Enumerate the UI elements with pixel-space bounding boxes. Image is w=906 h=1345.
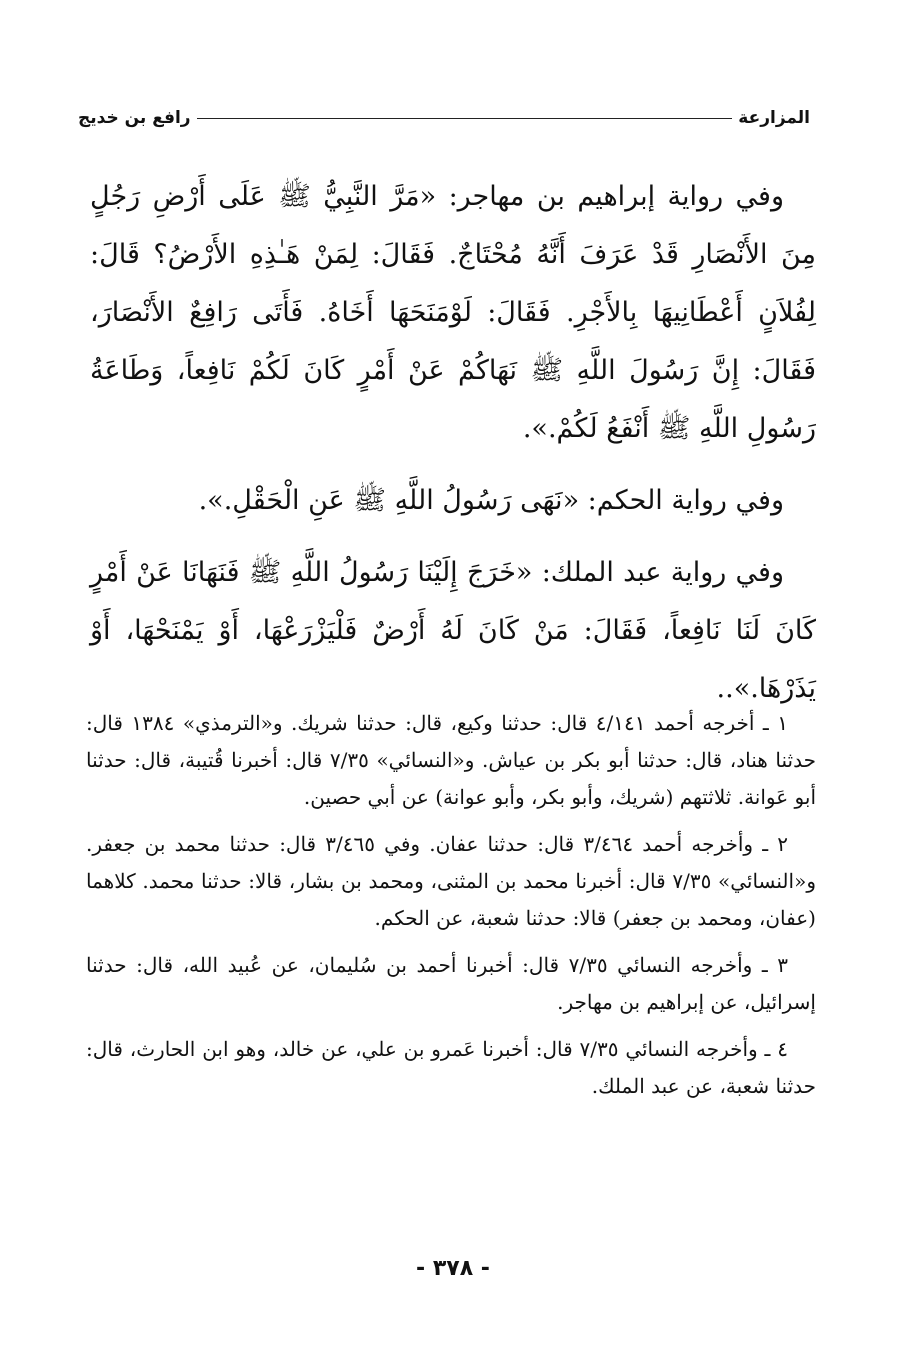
- footnotes: [86, 705, 816, 1115]
- running-header-chapter: المزارعة: [738, 108, 810, 128]
- footnote-4: ٤ ـ وأخرجه النسائي ٧/٣٥ قال: أخبرنا عَمرو بن علي، عن خالد، وهو ابن الحارث، قال: حدثنا شعبة، عن عبد الملك.: [86, 1037, 816, 1098]
- footnote-1: ١ ـ أخرجه أحمد ٤/١٤١ قال: حدثنا وكيع، قال: حدثنا شريك. و«الترمذي» ١٣٨٤ قال: حدثنا هناد، قال: حدثنا أبو بكر بن عياش. و«النسائي» ٧/٣٥ قال: أخبرنا قُتيبة، قال: حدثنا أبو عَوانة. ثلاثتهم (شريك، وأبو بكر، وأبو عوانة) عن أبي حصين.: [86, 711, 816, 809]
- running-header: [78, 104, 810, 132]
- main-text: [90, 168, 816, 718]
- page-number: - ٣٧٨ -: [416, 1256, 490, 1281]
- body-paragraph: وفي رواية الحكم: «نَهَى رَسُولُ اللَّهِ ﷺ عَنِ الْحَقْلِ.».: [198, 485, 784, 516]
- body-paragraph: وفي رواية عبد الملك: «خَرَجَ إِلَيْنَا رَسُولُ اللَّهِ ﷺ فَنَهَانَا عَنْ أَمْرٍ كَانَ لَنَا نَافِعاً، فَقَالَ: مَنْ كَانَ لَهُ أَرْضٌ فَلْيَزْرَعْهَا، أَوْ يَمْنَحْهَا، أَوْ يَذَرْهَا.»..: [90, 557, 816, 704]
- footnote-3: ٣ ـ وأخرجه النسائي ٧/٣٥ قال: أخبرنا أحمد بن سُليمان، عن عُبيد الله، قال: حدثنا إسرائيل، عن إبراهيم بن مهاجر.: [86, 953, 816, 1014]
- body-paragraph: وفي رواية إبراهيم بن مهاجر: «مَرَّ النَّبِيُّ ﷺ عَلَى أَرْضِ رَجُلٍ مِنَ الأَنْصَارِ قَدْ عَرَفَ أَنَّهُ مُحْتَاجٌ. فَقَالَ: لِمَنْ هَـٰذِهِ الأَرْضُ؟ قَالَ: لِفُلاَنٍ أَعْطَانِيهَا بِالأَجْرِ. فَقَالَ: لَوْمَنَحَهَا أَخَاهُ. فَأَتَى رَافِعٌ الأَنْصَارَ، فَقَالَ: إِنَّ رَسُولَ اللَّهِ ﷺ نَهَاكُمْ عَنْ أَمْرٍ كَانَ لَكُمْ نَافِعاً، وَطَاعَةُ رَسُولِ اللَّهِ ﷺ أَنْفَعُ لَكُمْ.».: [90, 181, 816, 444]
- header-rule: [197, 118, 733, 119]
- running-header-section: رافع بن خديج: [78, 108, 191, 128]
- footnote-2: ٢ ـ وأخرجه أحمد ٣/٤٦٤ قال: حدثنا عفان. وفي ٣/٤٦٥ قال: حدثنا محمد بن جعفر. و«النسائي» ٧/٣٥ قال: أخبرنا محمد بن المثنى، ومحمد بن بشار، قالا: حدثنا محمد. كلاهما (عفان، ومحمد بن جعفر) قالا: حدثنا شعبة، عن الحكم.: [86, 832, 816, 930]
